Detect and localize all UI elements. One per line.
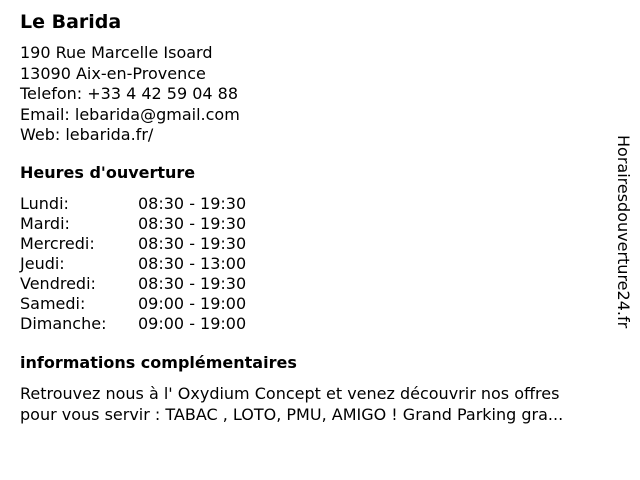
additional-info-text [20,383,630,425]
watermark-site-name: Horairesdouverture24.fr [614,135,633,329]
day-label: Dimanche: [20,314,107,333]
hours-row-tuesday [20,214,246,234]
city-address: 13090 Aix-en-Provence [20,63,206,83]
day-time: 08:30 - 19:30 [138,214,247,233]
hours-row-monday [20,194,246,214]
day-label: Lundi: [20,194,69,213]
info-line: Retrouvez nous à l' Oxydium Concept et venez découvrir nos offres [20,384,560,403]
contact-block [20,43,240,146]
day-time: 08:30 - 19:30 [138,274,247,293]
opening-hours-table [20,194,246,334]
hours-row-thursday [20,254,246,274]
day-time: 09:00 - 19:00 [138,294,247,313]
day-label: Vendredi: [20,274,96,293]
email-address: Email: lebarida@gmail.com [20,104,240,124]
hours-row-friday [20,274,246,294]
day-time: 09:00 - 19:00 [138,314,247,333]
day-label: Mardi: [20,214,70,233]
website: Web: lebarida.fr/ [20,125,154,144]
hours-row-sunday [20,314,246,334]
additional-info-heading: informations complémentaires [20,353,297,372]
day-label: Samedi: [20,294,86,313]
phone-number: Telefon: +33 4 42 59 04 88 [20,84,239,103]
day-label: Jeudi: [20,254,65,273]
day-time: 08:30 - 19:30 [138,194,247,213]
business-name: Le Barida [20,11,122,33]
day-time: 08:30 - 13:00 [138,254,247,273]
street-address: 190 Rue Marcelle Isoard [20,43,213,62]
opening-hours-heading: Heures d'ouverture [20,163,196,182]
day-label: Mercredi: [20,234,95,253]
hours-row-saturday [20,294,246,314]
info-line: pour vous servir : TABAC , LOTO, PMU, AMIGO ! Grand Parking gra... [20,405,564,424]
day-time: 08:30 - 19:30 [138,234,247,253]
hours-row-wednesday [20,234,246,254]
